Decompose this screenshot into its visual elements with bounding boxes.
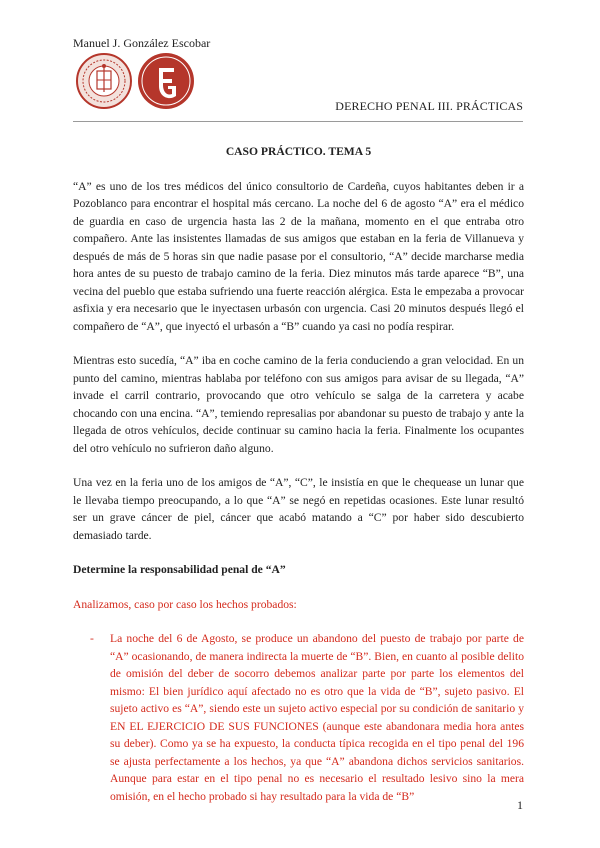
case-title: CASO PRÁCTICO. TEMA 5 [225,145,372,158]
header-logos [75,52,205,112]
page-number: 1 [517,798,523,812]
header-divider [73,121,523,122]
university-seal-logo [75,52,133,110]
bullet-marker: - [90,632,94,645]
course-title: DERECHO PENAL III. PRÁCTICAS [335,99,523,113]
analysis-bullet [90,630,524,805]
case-paragraph-3: Una vez en la feria uno de los amigos de “A”, “C”, le insistía en que le chequease un lunar que le llevaba tiempo preocupando, a lo que “A” se negó en repetidas ocasiones. Este lunar resultó ser un grave cáncer de piel, cáncer que acabó matando a “C” por haber sido descubierto demasiado tarde. [73,476,524,542]
faculty-fg-logo [137,52,195,110]
analysis-bullet-text: La noche del 6 de Agosto, se produce un abandono del puesto de trabajo por parte de “A” ocasionando, de manera indirecta la muerte de “B”. Bien, en cuanto al posible delito de omisión del deber de socorro debemos analizar parte por parte los elementos del mismo: El bien jurídico aquí afectado no es otro que la vida de “B”, sujeto pasivo. El sujeto activo es “A”, siendo este un sujeto activo especial por su condición de sanitario y EN EL EJERCICIO DE SUS FUNCIONES (aunque este abandonara media hora antes su deber). Como ya se ha expuesto, la conducta típica recogida en el tipo penal del 196 se ajusta perfectamente a los hechos, ya que “A” abandona dichos servicios sanitarios. Aunque para estar en el tipo penal no es necesario el resultado lesivo sino la mera omisión, en el hecho probado si hay resultado para la vida de “B” [110,632,524,803]
case-paragraph-2: Mientras esto sucedía, “A” iba en coche camino de la feria conduciendo a gran velocidad. En un punto del camino, mientras hablaba por teléfono con sus amigos para avisar de su llegada, “A” invade el carril contrario, provocando que otro vehículo se salga de la carretera y acabe chocando con una encina. “A”, temiendo represalias por abandonar su puesto de trabajo y ante la llegada de otros vehículos, decide continuar su camino hacia la feria. Finalmente los ocupantes del otro vehículo no sufrieron daño alguno. [73,354,524,455]
document-body [73,143,524,805]
case-paragraph-1: “A” es uno de los tres médicos del único consultorio de Cardeña, cuyos habitantes deben ir a Pozoblanco para encontrar el hospital más cercano. La noche del 6 de agosto “A” era el médico de guardia en caso de urgencia hasta las 2 de la mañana, momento en el que entraba otro compañero. Ante las insistentes llamadas de sus amigos que estaban en la feria de Villanueva y después de más de 5 horas sin que nadie pasase por el consultorio, “A” decide marcharse media hora antes de su puesto de trabajo camino de la feria. Diez minutos más tarde aparece “B”, una vecina del pueblo que estaba sufriendo una fuerte reacción alérgica. Esta le empezaba a provocar asfixia y era necesario que le inyectasen urbasón con urgencia. Casi 20 minutos después llegó el compañero de “A”, que inyectó el urbasón a “B” cuando ya casi no podía respirar. [73,179,524,333]
analysis-intro: Analizamos, caso por caso los hechos probados: [73,597,297,611]
question-heading: Determine la responsabilidad penal de “A” [73,563,286,576]
author-name: Manuel J. González Escobar [73,36,211,50]
